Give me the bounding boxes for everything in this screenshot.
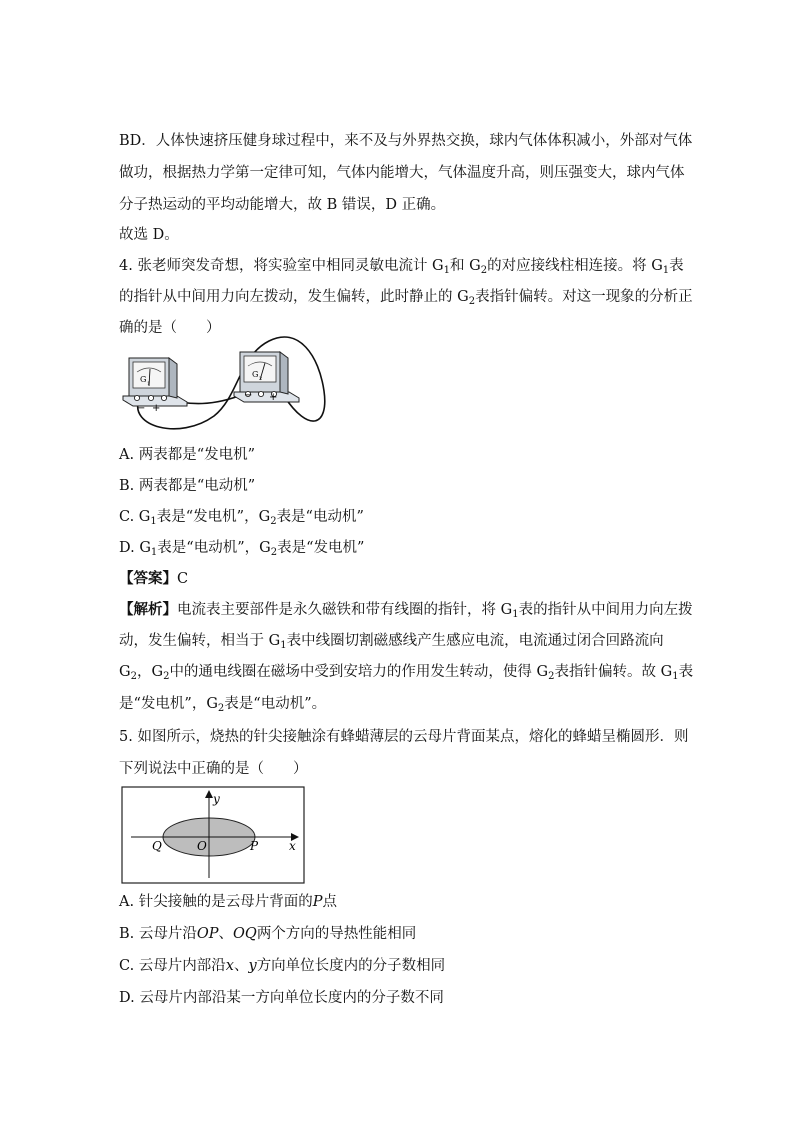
q4-analysis-line-3: $G_2$，$G_2$中的通电线圈在磁场中受到安培力的作用发生转动，使得 $G_2$表指针偏转。故 $G_1$表: [119, 664, 694, 682]
prev-answer-choice: 故选 D。: [119, 227, 179, 243]
svg-text:+: +: [269, 392, 278, 403]
svg-text:P: P: [250, 839, 259, 853]
svg-text:−: −: [244, 390, 253, 401]
prev-analysis-line-2: 做功，根据热力学第一定律可知，气体内能增大，气体温度升高，则压强变大，球内气体: [119, 165, 685, 181]
q5-option-a: A. 针尖接触的是云母片背面的P点: [119, 894, 337, 910]
svg-text:−: −: [137, 403, 146, 414]
prev-analysis-line-3: 分子热运动的平均动能增大，故 B 错误，D 正确。: [119, 197, 446, 213]
galvanometer-g2: [234, 352, 299, 403]
q4-analysis-line-4: 是“发电机”，$G_2$表是“电动机”。: [119, 696, 327, 714]
svg-text:G: G: [140, 375, 147, 384]
q4-stem-line-3: 确的是（ ）: [119, 320, 221, 336]
galvanometer-figure: [119, 316, 339, 441]
q4-option-c: C. $G_1$表是“发电机”，$G_2$表是“电动机”: [119, 509, 364, 527]
svg-text:+: +: [152, 403, 161, 414]
svg-text:2: 2: [259, 376, 263, 382]
svg-text:y: y: [213, 792, 220, 806]
q4-option-a: A. 两表都是“发电机”: [119, 447, 256, 463]
mica-ellipse-figure: [121, 786, 305, 884]
q4-option-b: B. 两表都是“电动机”: [119, 478, 256, 494]
q5-option-b: B. 云母片沿OP、OQ两个方向的导热性能相同: [119, 926, 417, 942]
q4-stem-line-1: 4. 张老师突发奇想，将实验室中相同灵敏电流计 $G_1$和 $G_2$的对应接线柱相连接。将 $G_1$表: [119, 258, 684, 276]
q5-stem-line-1: 5. 如图所示，烧热的针尖接触涂有蜂蜡薄层的云母片背面某点，熔化的蜂蜡呈椭圆形．则: [119, 729, 689, 745]
svg-text:x: x: [289, 839, 296, 853]
q5-option-d: D. 云母片内部沿某一方向单位长度内的分子数不同: [119, 990, 444, 1006]
q4-answer: 【答案】C: [119, 570, 189, 587]
svg-text:G: G: [252, 370, 259, 379]
q5-option-c: C. 云母片内部沿x、y方向单位长度内的分子数相同: [119, 958, 446, 974]
q4-option-d: D. $G_1$表是“电动机”，$G_2$表是“发电机”: [119, 540, 365, 558]
q4-analysis-line-1: 【解析】电流表主要部件是永久磁铁和带有线圈的指针，将 $G_1$表的指针从中间用力向左拨: [119, 601, 693, 620]
prev-analysis-line-1: BD．人体快速挤压健身球过程中，来不及与外界热交换，球内气体体积减小，外部对气体: [119, 133, 693, 149]
galvanometer-g1: [123, 358, 187, 414]
svg-text:1: 1: [147, 381, 151, 387]
svg-text:Q: Q: [152, 839, 162, 853]
q4-analysis-line-2: 动，发生偏转，相当于 $G_1$表中线圈切割磁感线产生感应电流，电流通过闭合回路流向: [119, 633, 664, 651]
q4-stem-line-2: 的指针从中间用力向左拨动，发生偏转，此时静止的 $G_2$表指针偏转。对这一现象的分析正: [119, 289, 693, 307]
svg-text:O: O: [197, 839, 207, 853]
q5-stem-line-2: 下列说法中正确的是（ ）: [119, 761, 308, 777]
